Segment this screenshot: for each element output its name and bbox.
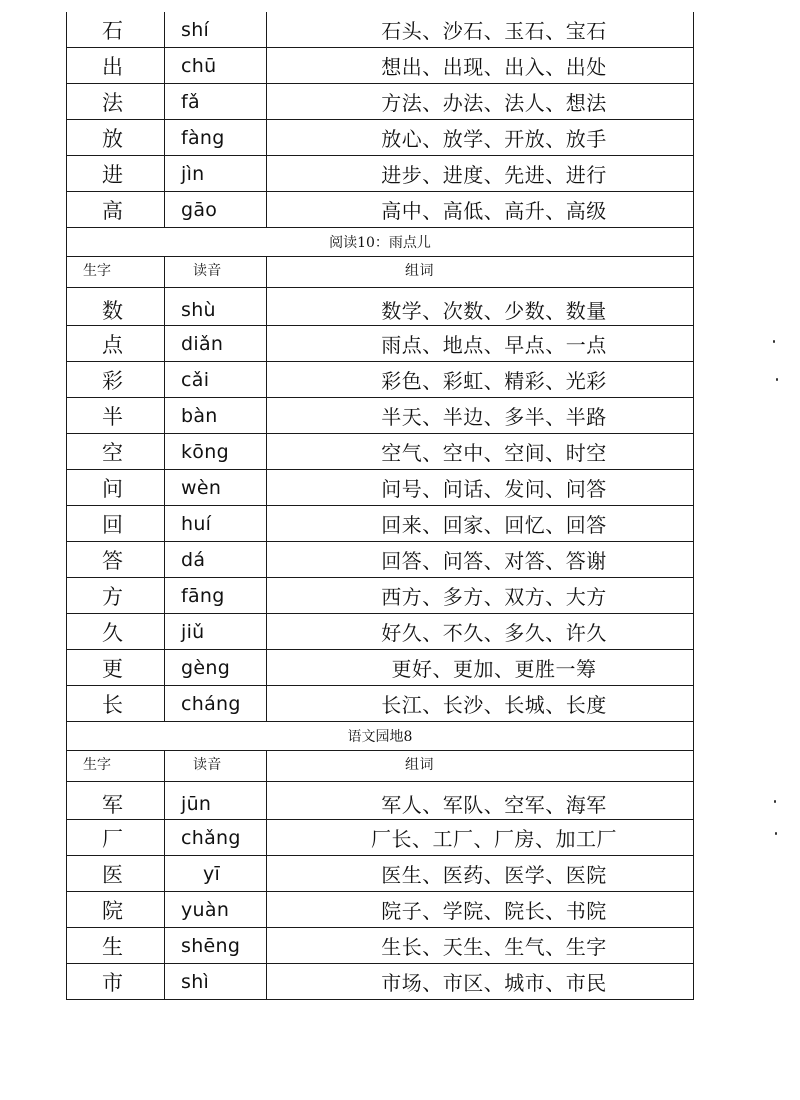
character-cell: 更 xyxy=(67,650,165,685)
table-row xyxy=(67,820,693,856)
character-cell: 半 xyxy=(67,398,165,433)
table-row xyxy=(67,48,693,84)
scan-speck xyxy=(776,378,778,381)
pinyin-cell: shì xyxy=(165,964,267,999)
words-cell: 石头、沙石、玉石、宝石 xyxy=(381,19,607,43)
table-row xyxy=(67,928,693,964)
table-row xyxy=(67,326,693,362)
pinyin-cell: diǎn xyxy=(165,326,267,361)
pinyin-cell: dá xyxy=(165,542,267,577)
character-cell: 高 xyxy=(67,192,165,227)
character-cell: 市 xyxy=(67,964,165,999)
character-cell: 回 xyxy=(67,506,165,541)
table-row xyxy=(67,856,693,892)
header-words: 组词 xyxy=(405,263,434,279)
words-cell: 长江、长沙、长城、长度 xyxy=(381,693,607,717)
header-character: 生字 xyxy=(67,751,165,781)
character-cell: 出 xyxy=(67,48,165,83)
table-row xyxy=(67,470,693,506)
table-row xyxy=(67,650,693,686)
pinyin-cell: chǎng xyxy=(165,820,267,855)
pinyin-cell: fǎ xyxy=(165,84,267,119)
table-row xyxy=(67,506,693,542)
table-row xyxy=(67,398,693,434)
words-cell: 回答、问答、对答、答谢 xyxy=(381,549,607,573)
words-cell: 更好、更加、更胜一筹 xyxy=(391,657,597,681)
pinyin-cell: cháng xyxy=(165,686,267,721)
words-cell: 医生、医药、医学、医院 xyxy=(381,863,607,887)
header-pinyin: 读音 xyxy=(165,751,267,781)
words-cell: 彩色、彩虹、精彩、光彩 xyxy=(381,369,607,393)
table-row xyxy=(67,614,693,650)
table-row xyxy=(67,964,693,1000)
table-row xyxy=(67,578,693,614)
words-cell: 问号、问话、发问、问答 xyxy=(381,477,607,501)
scan-speck xyxy=(774,800,776,803)
words-cell: 空气、空中、空间、时空 xyxy=(381,441,607,465)
pinyin-cell: jūn xyxy=(165,782,267,819)
words-cell: 生长、天生、生气、生字 xyxy=(381,935,607,959)
words-cell: 回来、回家、回忆、回答 xyxy=(381,513,607,537)
table-row xyxy=(67,434,693,470)
words-cell: 市场、市区、城市、市民 xyxy=(381,971,607,995)
table-row xyxy=(67,542,693,578)
pinyin-cell: fàng xyxy=(165,120,267,155)
pinyin-cell: jìn xyxy=(165,156,267,191)
character-cell: 久 xyxy=(67,614,165,649)
pinyin-cell: gèng xyxy=(165,650,267,685)
words-cell: 西方、多方、双方、大方 xyxy=(381,585,607,609)
pinyin-cell: fāng xyxy=(165,578,267,613)
pinyin-cell: yī xyxy=(165,856,267,891)
words-cell: 放心、放学、开放、放手 xyxy=(381,127,607,151)
character-cell: 空 xyxy=(67,434,165,469)
character-cell: 法 xyxy=(67,84,165,119)
table-row xyxy=(67,120,693,156)
pinyin-cell: yuàn xyxy=(165,892,267,927)
pinyin-cell: wèn xyxy=(165,470,267,505)
pinyin-cell: shù xyxy=(165,288,267,325)
words-cell: 半天、半边、多半、半路 xyxy=(381,405,607,429)
words-cell: 想出、出现、出入、出处 xyxy=(381,55,607,79)
table-header-row xyxy=(67,257,693,288)
table-row xyxy=(67,12,693,48)
character-cell: 厂 xyxy=(67,820,165,855)
character-cell: 长 xyxy=(67,686,165,721)
table-row xyxy=(67,288,693,326)
pinyin-cell: bàn xyxy=(165,398,267,433)
header-character: 生字 xyxy=(67,257,165,287)
character-cell: 生 xyxy=(67,928,165,963)
words-cell: 进步、进度、先进、进行 xyxy=(381,163,607,187)
words-cell: 厂长、工厂、厂房、加工厂 xyxy=(371,827,617,851)
character-cell: 石 xyxy=(67,12,165,47)
words-cell: 数学、次数、少数、数量 xyxy=(381,299,607,323)
table-header-row xyxy=(67,751,693,782)
header-pinyin: 读音 xyxy=(165,257,267,287)
table-row xyxy=(67,892,693,928)
character-cell: 放 xyxy=(67,120,165,155)
table-row xyxy=(67,782,693,820)
character-cell: 彩 xyxy=(67,362,165,397)
character-cell: 答 xyxy=(67,542,165,577)
words-cell: 好久、不久、多久、许久 xyxy=(381,621,607,645)
pinyin-cell: gāo xyxy=(165,192,267,227)
character-cell: 军 xyxy=(67,782,165,819)
pinyin-cell: shí xyxy=(165,12,267,47)
section-title: 语文园地8 xyxy=(347,729,413,745)
pinyin-cell: huí xyxy=(165,506,267,541)
table-row xyxy=(67,156,693,192)
words-cell: 方法、办法、法人、想法 xyxy=(381,91,607,115)
header-words: 组词 xyxy=(405,757,434,773)
table-row xyxy=(67,192,693,228)
character-cell: 方 xyxy=(67,578,165,613)
character-cell: 点 xyxy=(67,326,165,361)
pinyin-cell: cǎi xyxy=(165,362,267,397)
pinyin-cell: jiǔ xyxy=(165,614,267,649)
section-title-row xyxy=(67,228,693,257)
words-cell: 高中、高低、高升、高级 xyxy=(381,199,607,223)
scan-speck xyxy=(773,340,775,343)
section-title: 阅读10：雨点儿 xyxy=(329,235,431,251)
character-cell: 医 xyxy=(67,856,165,891)
section-title-row xyxy=(67,722,693,751)
pinyin-cell: kōng xyxy=(165,434,267,469)
vocabulary-table xyxy=(66,12,694,1000)
pinyin-cell: shēng xyxy=(165,928,267,963)
table-row xyxy=(67,362,693,398)
pinyin-cell: chū xyxy=(165,48,267,83)
table-row xyxy=(67,84,693,120)
character-cell: 进 xyxy=(67,156,165,191)
table-row xyxy=(67,686,693,722)
character-cell: 问 xyxy=(67,470,165,505)
words-cell: 军人、军队、空军、海军 xyxy=(381,793,607,817)
character-cell: 数 xyxy=(67,288,165,325)
words-cell: 院子、学院、院长、书院 xyxy=(381,899,607,923)
scan-speck xyxy=(775,832,777,835)
character-cell: 院 xyxy=(67,892,165,927)
words-cell: 雨点、地点、早点、一点 xyxy=(381,333,607,357)
